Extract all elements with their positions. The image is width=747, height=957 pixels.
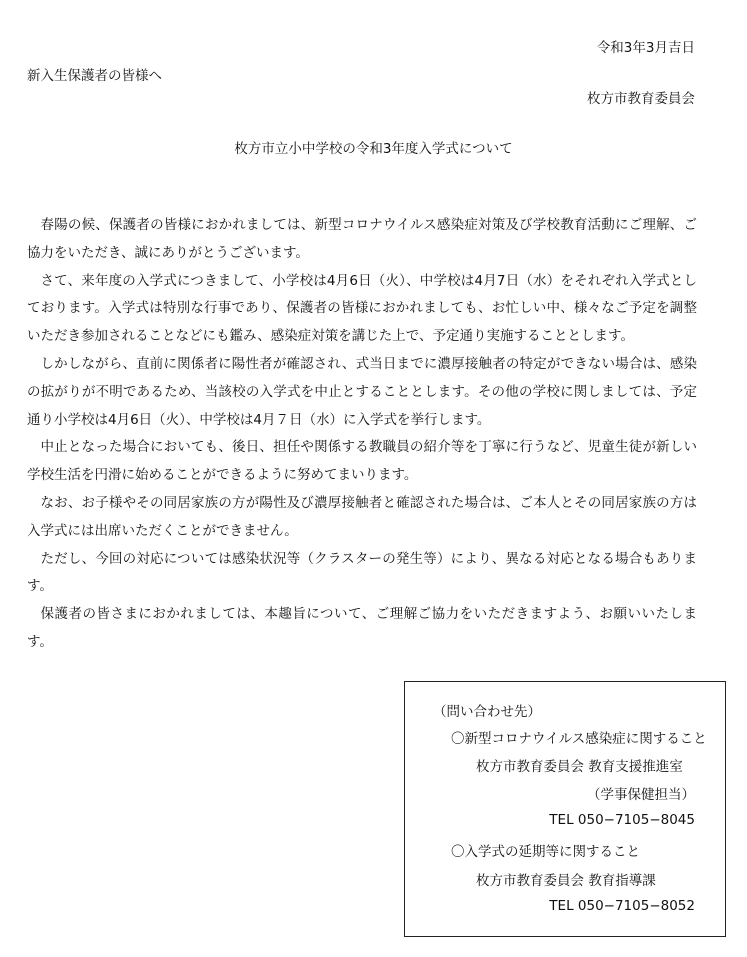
contact-covid-phone: TEL 050−7105−8045 (549, 812, 695, 828)
addressee: 新入生保護者の皆様へ (27, 68, 162, 84)
contact-heading: （問い合わせ先） (433, 704, 541, 720)
contact-covid-department: 枚方市教育委員会 教育支援推進室 (476, 759, 683, 775)
sender: 枚方市教育委員会 (587, 91, 695, 107)
paragraph: さて、来年度の入学式につきまして、小学校は4月6日（火）、中学校は4月7日（水）をそれぞれ入学式としております。入学式は特別な行事であり、保護者の皆様におかれましても、お忙しい中、様々なご予定を調整いただき参加されることなどにも鑑み、感染症対策を講じた上で、予定通り実施することとします。 (27, 272, 697, 345)
paragraph: ただし、今回の対応については感染状況等（クラスターの発生等）により、異なる対応となる場合もあります。 (27, 550, 697, 595)
contact-info-box (404, 681, 726, 937)
contact-covid-staff: （学事保健担当） (587, 787, 695, 803)
contact-covid-topic: 〇新型コロナウイルス感染症に関すること (451, 731, 707, 747)
paragraph: 保護者の皆さまにおかれましては、本趣旨について、ご理解ご協力をいただきますよう、お願いいたします。 (27, 606, 697, 650)
contact-postpone-topic: 〇入学式の延期等に関すること (451, 844, 640, 860)
document-date: 令和3年3月吉日 (596, 40, 695, 56)
contact-postpone-phone: TEL 050−7105−8052 (549, 898, 695, 914)
paragraph: 春陽の候、保護者の皆様におかれましては、新型コロナウイルス感染症対策及び学校教育活動にご理解、ご協力をいただき、誠にありがとうございます。 (27, 217, 697, 261)
paragraph: なお、お子様やその同居家族の方が陽性及び濃厚接触者と確認された場合は、ご本人とその同居家族の方は入学式には出席いただくことができません。 (27, 494, 697, 539)
contact-postpone-department: 枚方市教育委員会 教育指導課 (476, 873, 656, 889)
paragraph: 中止となった場合においても、後日、担任や関係する教職員の紹介等を丁寧に行うなど、児童生徒が新しい学校生活を円滑に始めることができるように努めてまいります。 (27, 439, 697, 484)
paragraph: しかしながら、直前に関係者に陽性者が確認され、式当日までに濃厚接触者の特定ができない場合は、感染の拡がりが不明であるため、当該校の入学式を中止とすることとします。その他の学校に関しましては、予定通り小学校は4月6日（火）、中学校は4月７日（水）に入学式を挙行します。 (27, 355, 697, 428)
document-body (27, 212, 697, 657)
document-title: 枚方市立小中学校の令和3年度入学式について (234, 141, 513, 157)
